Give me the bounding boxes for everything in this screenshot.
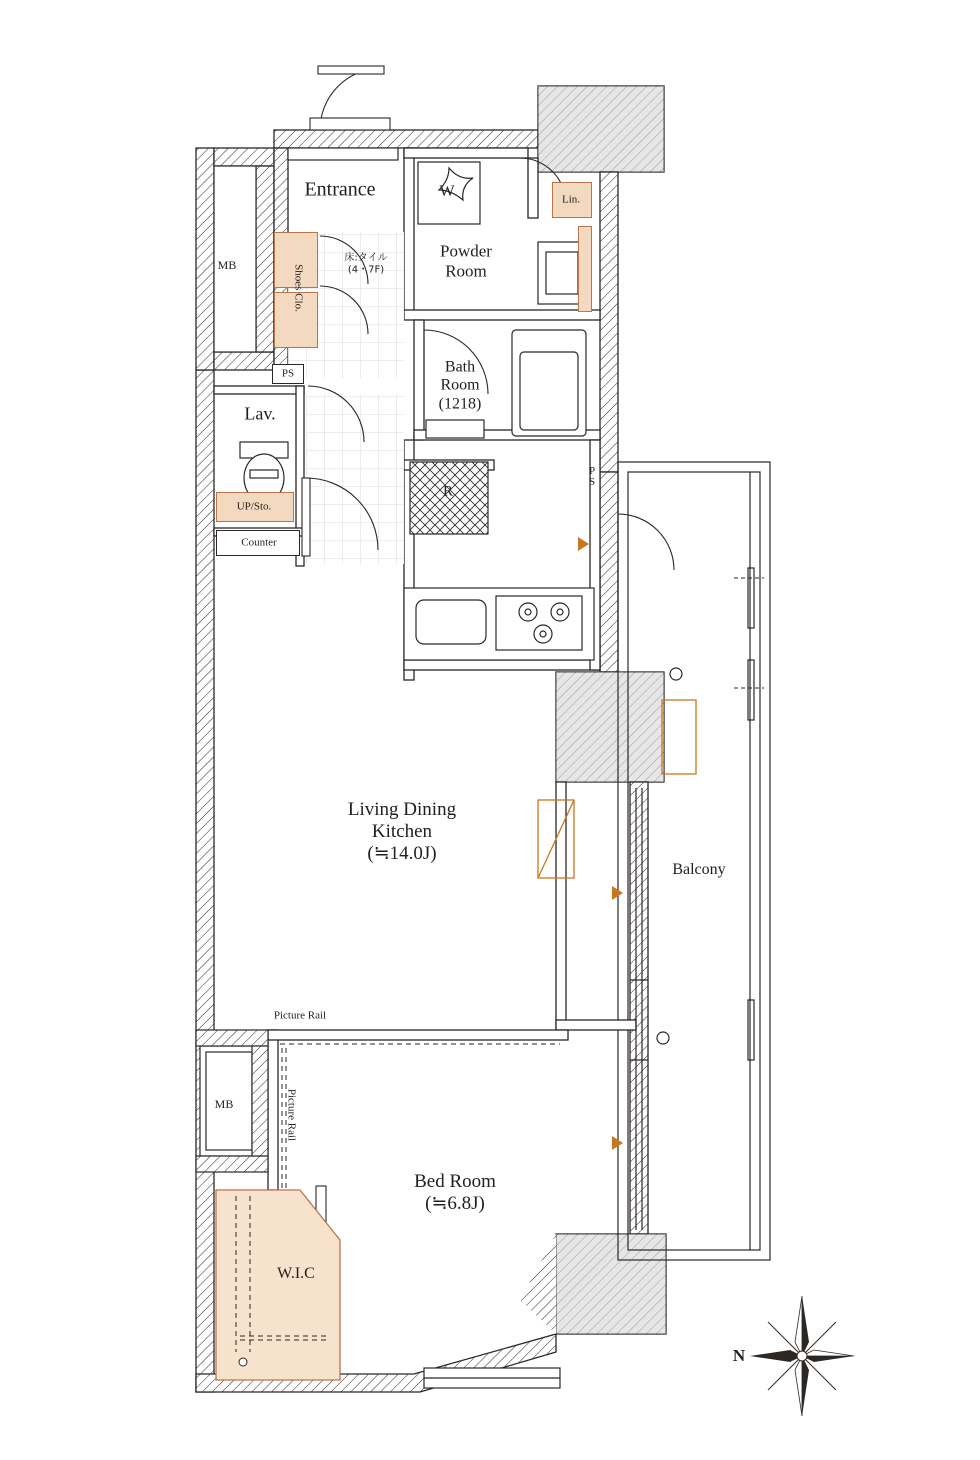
bath-room-line3: (1218) (438, 395, 482, 413)
label-picture-rail-horizontal: Picture Rail (273, 1009, 327, 1022)
label-washer: W (439, 182, 455, 200)
ps-right-line2: S (588, 476, 596, 488)
label-linen: Lin. (561, 193, 581, 206)
room-label-ldk (348, 799, 456, 865)
room-label-bath-room (439, 358, 482, 413)
room-label-balcony: Balcony (672, 860, 726, 878)
room-label-wic: W.I.C (277, 1264, 315, 1282)
label-mb-lower: MB (214, 1097, 234, 1112)
label-ps-right (589, 466, 595, 488)
label-shoes-closet: Shoes Clo. (292, 264, 305, 312)
bed-room-line1: Bed Room (414, 1171, 496, 1193)
label-mb-upper: MB (217, 258, 237, 273)
bath-room-line2: Room (440, 376, 480, 394)
label-up-storage: UP/Sto. (236, 500, 272, 513)
room-label-powder-room (440, 241, 492, 280)
compass-north-label: N (732, 1346, 746, 1366)
compass-rose-icon (740, 1290, 880, 1420)
label-picture-rail-vertical: Picture Rail (285, 1088, 298, 1142)
tile-note-line1: 床:タイル (344, 252, 388, 264)
label-ps-upper: PS (281, 367, 295, 380)
room-label-entrance: Entrance (304, 178, 376, 201)
label-refrigerator: R (442, 483, 454, 500)
powder-room-line1: Powder (440, 241, 492, 261)
bath-room-line1: Bath (444, 358, 476, 376)
powder-room-line2: Room (445, 261, 487, 280)
bed-room-line2: (≒6.8J) (425, 1193, 485, 1214)
room-label-bed-room (414, 1171, 496, 1215)
ldk-line2: Kitchen (371, 821, 433, 843)
ldk-line3: (≒14.0J) (367, 842, 437, 864)
linen-closet-fill-2 (578, 226, 592, 312)
direction-arrow-bedroom (612, 1136, 623, 1150)
label-floor-tile-note (344, 253, 387, 276)
ldk-line1: Living Dining (347, 799, 457, 821)
direction-arrow-kitchen (578, 537, 589, 551)
label-counter: Counter (241, 536, 277, 549)
ps-right-line1: P (588, 465, 596, 477)
room-label-lavatory: Lav. (244, 403, 276, 424)
direction-arrow-ldk (612, 886, 623, 900)
tile-note-line2: (4・7F) (347, 264, 385, 275)
